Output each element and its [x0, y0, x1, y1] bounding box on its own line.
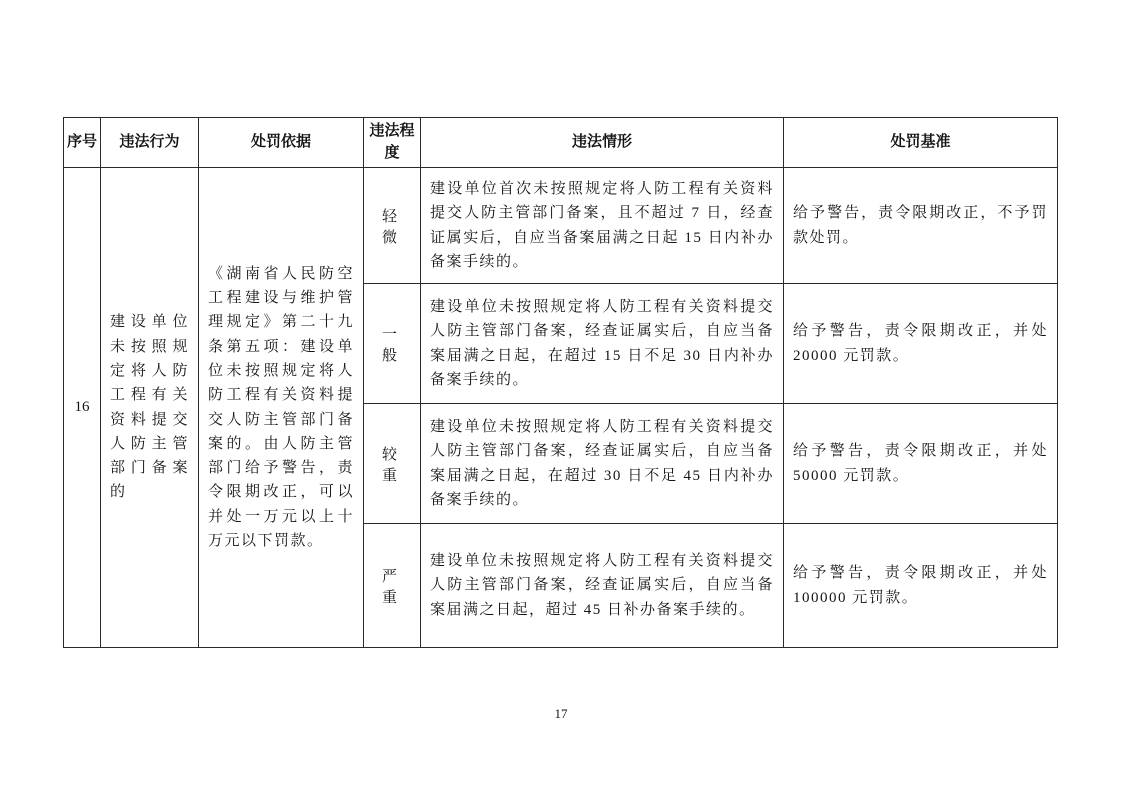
- header-serial-number: 序号: [64, 118, 101, 168]
- standard-cell-general: 给予警告，责令限期改正，并处 20000 元罚款。: [784, 284, 1058, 404]
- situation-cell-severe: 建设单位未按照规定将人防工程有关资料提交人防主管部门备案，经查证属实后，自应当备案届满之日起，超过 45 日补办备案手续的。: [421, 524, 784, 648]
- table-row: [64, 168, 1058, 284]
- illegal-behavior-cell: 建设单位未按照规定将人防工程有关资料提交人防主管部门备案的: [101, 168, 199, 648]
- degree-cell-light: 轻微: [364, 168, 421, 284]
- header-violation-situation: 违法情形: [421, 118, 784, 168]
- degree-cell-heavy: 较重: [364, 404, 421, 524]
- header-penalty-basis: 处罚依据: [199, 118, 364, 168]
- degree-cell-general: 一般: [364, 284, 421, 404]
- header-violation-degree: 违法程度: [364, 118, 421, 168]
- serial-number-cell: 16: [64, 168, 101, 648]
- header-illegal-behavior: 违法行为: [101, 118, 199, 168]
- standard-cell-light: 给予警告，责令限期改正，不予罚款处罚。: [784, 168, 1058, 284]
- page-number: 17: [554, 706, 568, 721]
- situation-cell-general: 建设单位未按照规定将人防工程有关资料提交人防主管部门备案，经查证属实后，自应当备案届满之日起，在超过 15 日不足 30 日内补办备案手续的。: [421, 284, 784, 404]
- penalty-standards-table: [63, 117, 1058, 648]
- standard-cell-heavy: 给予警告，责令限期改正，并处 50000 元罚款。: [784, 404, 1058, 524]
- degree-cell-severe: 严重: [364, 524, 421, 648]
- table-header-row: [64, 118, 1058, 168]
- situation-cell-light: 建设单位首次未按照规定将人防工程有关资料提交人防主管部门备案，且不超过 7 日，经查证属实后，自应当备案届满之日起 15 日内补办备案手续的。: [421, 168, 784, 284]
- situation-cell-heavy: 建设单位未按照规定将人防工程有关资料提交人防主管部门备案，经查证属实后，自应当备案届满之日起，在超过 30 日不足 45 日内补办备案手续的。: [421, 404, 784, 524]
- standard-cell-severe: 给予警告，责令限期改正，并处 100000 元罚款。: [784, 524, 1058, 648]
- penalty-basis-cell: 《湖南省人民防空工程建设与维护管理规定》第二十九条第五项：建设单位未按照规定将人防工程有关资料提交人防主管部门备案的。由人防主管部门给予警告，责令限期改正，可以并处一万元以上十万元以下罚款。: [199, 168, 364, 648]
- header-penalty-standard: 处罚基准: [784, 118, 1058, 168]
